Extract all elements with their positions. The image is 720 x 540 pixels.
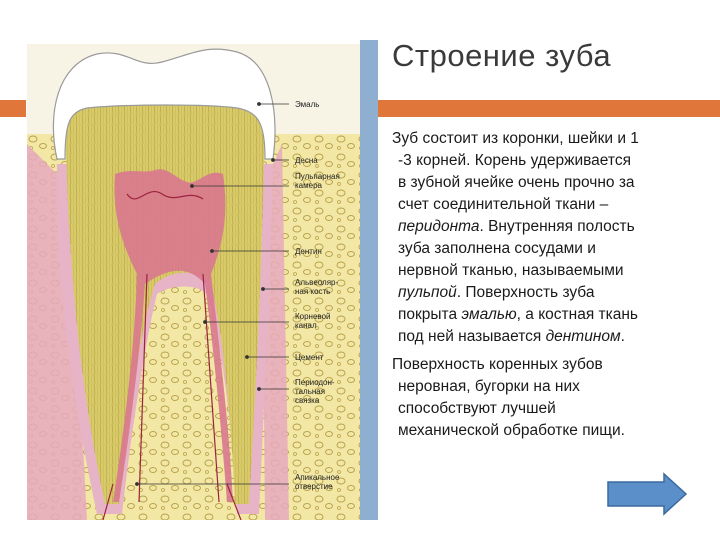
label-line: ная кость: [295, 287, 331, 296]
label-line: Апикальное: [295, 473, 340, 482]
text-span: . Поверхность зуба: [456, 284, 595, 301]
paragraph-molars: [394, 354, 704, 442]
label-line: канал: [295, 321, 317, 330]
label-line: Периодон-: [295, 378, 335, 387]
label-line: Альвеоляр-: [295, 278, 339, 287]
vertical-divider: [360, 40, 378, 520]
label-line: связка: [295, 396, 320, 405]
text-span: . Внутренняя полость: [479, 218, 635, 235]
text-line: [394, 326, 704, 348]
label-dentin: Дентин: [295, 247, 322, 256]
text-line: [394, 282, 704, 304]
text-line: Поверхность коренных зубов: [392, 356, 603, 373]
text-line: неровная, бугорки на них: [398, 378, 580, 395]
text-line: в зубной ячейке очень прочно за: [398, 174, 635, 191]
text-span: покрыта: [398, 306, 462, 323]
text-line: механической обработке пищи.: [398, 422, 625, 439]
term-dentin: дентином: [545, 328, 621, 345]
text-line: -3 корней. Корень удерживается: [398, 152, 631, 169]
text-span: , а костная ткань: [516, 306, 638, 323]
text-line: способствуют лучшей: [398, 400, 556, 417]
label-line: отверстие: [295, 482, 333, 491]
right-arrow-icon: [606, 472, 688, 516]
tooth-diagram: [27, 44, 360, 520]
slide-body: [394, 128, 704, 442]
text-line: [394, 216, 704, 238]
term-periodont: перидонта: [398, 218, 480, 235]
label-apical-foramen: [295, 473, 339, 491]
term-pulp: пульпой: [398, 284, 457, 301]
label-periodontal-ligament: [295, 378, 335, 405]
text-span: .: [620, 328, 625, 345]
text-span: под ней называется: [398, 328, 546, 345]
label-line: Корневой: [295, 312, 331, 321]
label-enamel: Эмаль: [295, 100, 320, 109]
label-alveolar-bone: [295, 278, 338, 296]
label-line: камера: [295, 181, 322, 190]
accent-bar-left: [0, 100, 26, 117]
next-slide-button[interactable]: [606, 472, 688, 516]
text-line: [394, 304, 704, 326]
paragraph-tooth-structure: [394, 128, 704, 348]
slide-title: Строение зуба: [392, 38, 612, 73]
label-pulp-chamber: [295, 172, 340, 190]
text-line: нервной тканью, называемыми: [398, 262, 624, 279]
text-line: счет соединительной ткани –: [398, 196, 609, 213]
text-line: зуба заполнена сосудами и: [398, 240, 596, 257]
term-enamel: эмалью: [461, 306, 517, 323]
accent-bar-right: [378, 100, 720, 117]
label-line: Пульпарная: [295, 172, 340, 181]
label-line: тальная: [295, 387, 326, 396]
text-line: Зуб состоит из коронки, шейки и 1: [392, 130, 639, 147]
label-gum: Десна: [295, 156, 318, 165]
label-cement: Цемент: [295, 353, 324, 362]
label-root-canal: [295, 312, 331, 330]
